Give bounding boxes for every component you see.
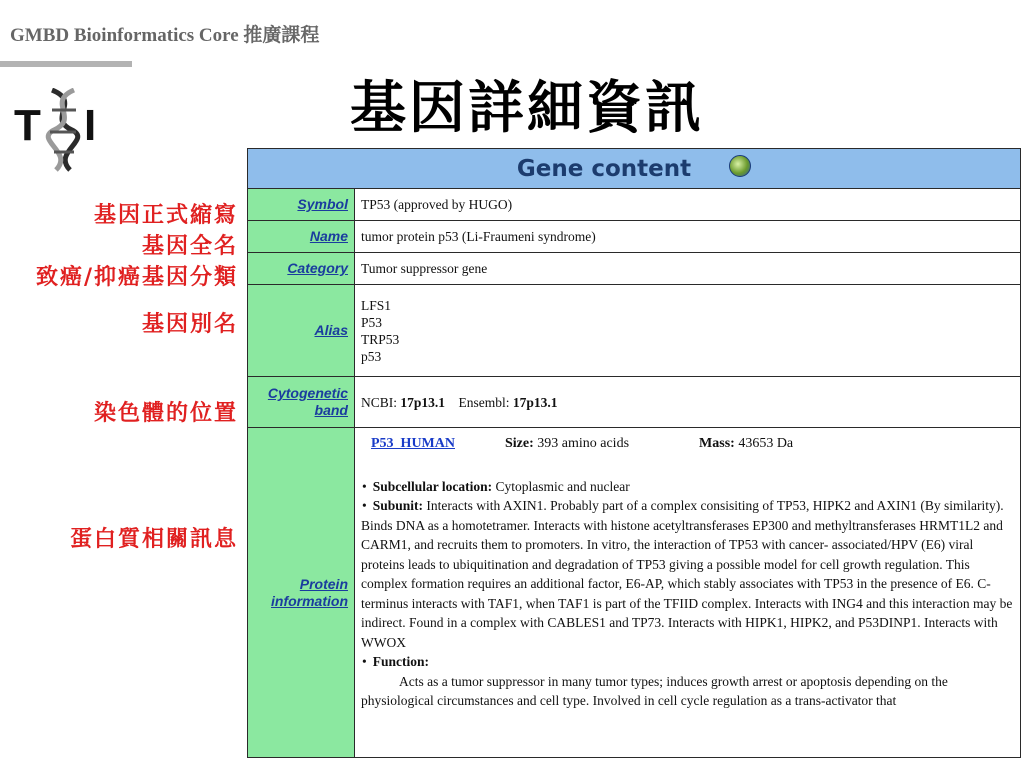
gene-content-table (247, 148, 1021, 758)
table-row (248, 285, 1021, 377)
mass-value: 43653 Da (738, 436, 794, 451)
ensembl-label: Ensembl: (458, 394, 510, 410)
protein-information-content (355, 428, 1021, 758)
alias-link[interactable]: Alias (314, 322, 348, 338)
protein-information-link[interactable] (271, 576, 348, 609)
table-row (248, 253, 1021, 285)
protein-key-cell (248, 428, 355, 758)
size-value: 393 amino acids (537, 436, 630, 451)
alias-item: TRP53 (361, 331, 400, 347)
subcellular-value: Cytoplasmic and nuclear (495, 478, 630, 494)
cytogenetic-value (355, 377, 1021, 428)
function-value: Acts as a tumor suppressor in many tumor types; induces growth arrest or apoptosis depending on the physiological circumstances and cell type. Involved in cell cycle regulation as a trans-activator that (361, 673, 948, 708)
annotation-category: 致癌/抑癌基因分類 (35, 264, 238, 290)
ncbi-value: 17p13.1 (400, 394, 446, 410)
header-divider (0, 61, 132, 67)
subcellular-label: Subcellular location: (372, 478, 493, 494)
tbi-logo (12, 88, 116, 172)
alias-item: P53 (361, 314, 383, 330)
alias-item: p53 (361, 348, 382, 364)
table-row (248, 221, 1021, 253)
function-item (361, 652, 1014, 672)
table-row (248, 189, 1021, 221)
name-key-cell (248, 221, 355, 253)
cytogenetic-link[interactable] (268, 385, 348, 418)
gene-content-title: Gene content (516, 155, 692, 182)
page-title: 基因詳細資訊 (350, 75, 704, 141)
annotation-cytogenetic: 染色體的位置 (93, 400, 238, 426)
subunit-item (361, 496, 1014, 652)
ensembl-value: 17p13.1 (512, 394, 558, 410)
mass-label: Mass: (699, 436, 735, 451)
alias-values (355, 285, 1021, 377)
symbol-key-cell (248, 189, 355, 221)
category-value: Tumor suppressor gene (355, 253, 1021, 285)
protein-key-line1: Protein (299, 575, 348, 592)
svg-text:T: T (14, 101, 41, 150)
gene-content-header (248, 149, 1021, 189)
alias-item: LFS1 (361, 297, 392, 313)
course-header: GMBD Bioinformatics Core 推廣課程 (10, 25, 320, 46)
annotation-name: 基因全名 (141, 233, 238, 259)
table-row (248, 428, 1021, 758)
annotation-alias: 基因別名 (141, 311, 238, 337)
ncbi-label: NCBI: (361, 394, 398, 410)
cytogenetic-key-cell (248, 377, 355, 428)
cytogenetic-key-line2: band (314, 402, 348, 418)
uniprot-entry-link[interactable]: P53_HUMAN (371, 436, 455, 451)
size-label: Size: (505, 436, 534, 451)
protein-key-line2: information (271, 592, 348, 609)
subunit-label: Subunit: (372, 498, 424, 513)
svg-text:I: I (84, 101, 97, 150)
subunit-value: Interacts with AXIN1. Probably part of a complex consisiting of TP53, HIPK2 and AXIN1 (By similarity). Binds DNA as a homotetramer. Interacts with histone acetyltransferases EP300 and methyltransferases HRMT1L2 and CARM1, and recruits them to promoters. In vitro, the interaction of TP53 with cancer- associated/HPV (E6) viral proteins leads to ubiquitination and degradation of TP53 giving a possible model for cell growth regulation. This complex formation requires an additional factor, E6-AP, which stably associates with TP53 in the presence of E6. C- terminus interacts with TAF1, when TAF1 is part of the TFIID complex. Interacts with ING4 and this interaction may be indirect. Found in a complex with CABLES1 and TP73. Interacts with HIPK1, HIPK2, and P53DINP1. Interacts with WWOX (361, 498, 1013, 650)
annotation-protein: 蛋白質相關訊息 (69, 526, 238, 552)
protein-summary (371, 434, 1014, 454)
alias-key-cell (248, 285, 355, 377)
name-value: tumor protein p53 (Li-Fraumeni syndrome) (355, 221, 1021, 253)
subcellular-location-item (361, 477, 1014, 497)
annotation-symbol: 基因正式縮寫 (93, 202, 238, 228)
name-link[interactable]: Name (309, 228, 348, 244)
category-key-cell (248, 253, 355, 285)
symbol-link[interactable]: Symbol (297, 196, 348, 212)
symbol-value: TP53 (approved by HUGO) (355, 189, 1021, 221)
cytogenetic-key-line1: Cytogenetic (267, 385, 348, 401)
function-label: Function: (372, 654, 429, 669)
category-link[interactable]: Category (287, 260, 348, 276)
globe-icon[interactable] (729, 155, 751, 177)
table-row (248, 377, 1021, 428)
